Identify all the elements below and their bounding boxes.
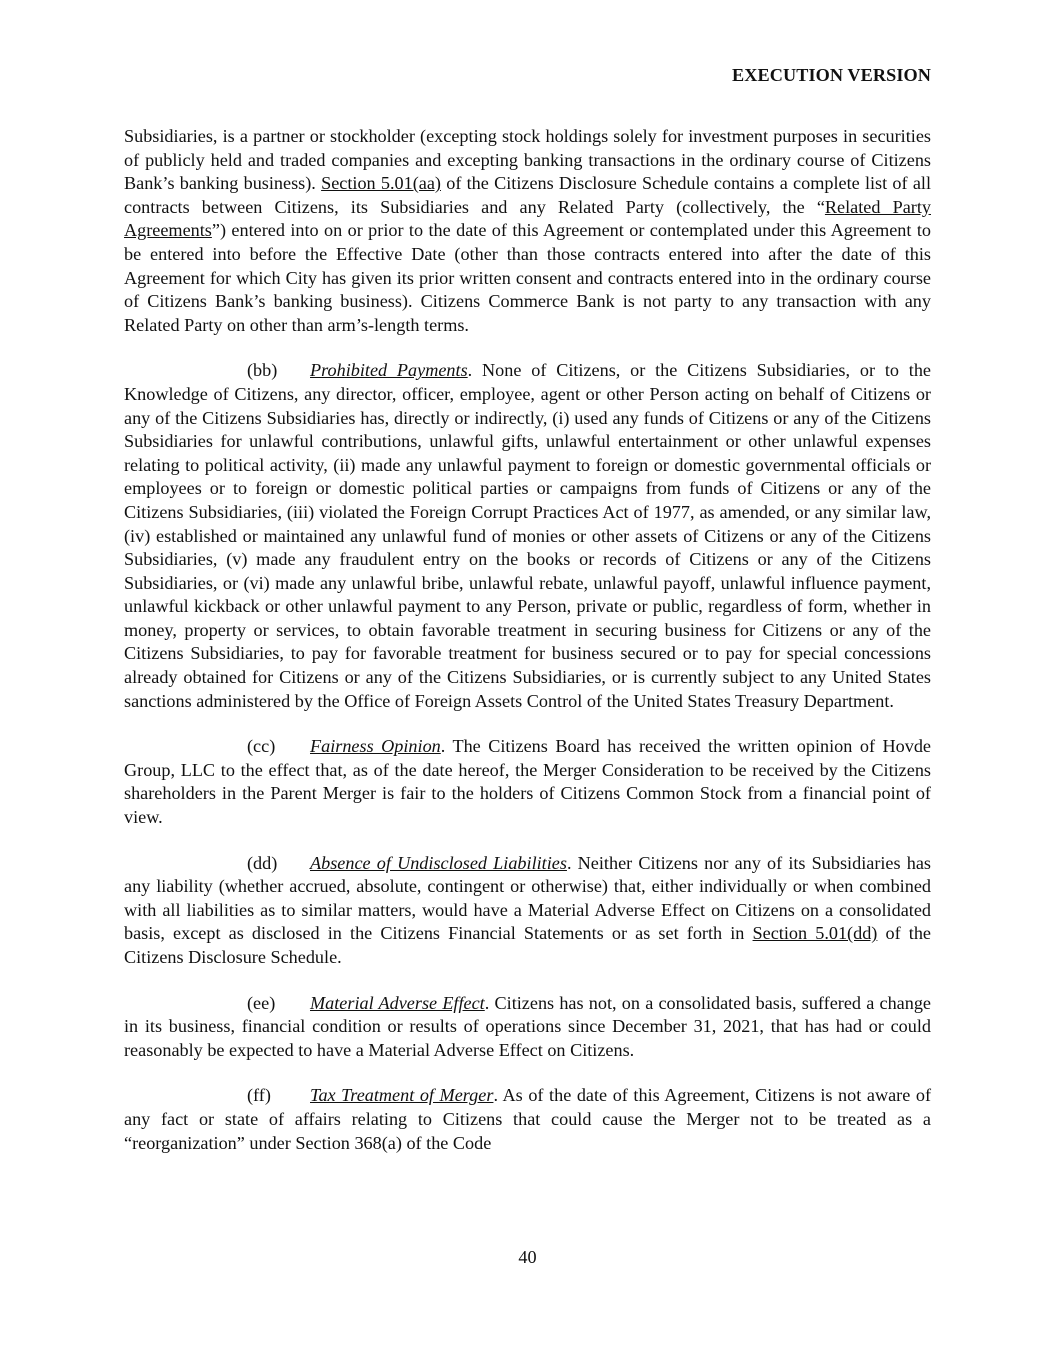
section-number-ee: (ee) <box>247 992 276 1013</box>
section-title-absence-of-undisclosed-liabilities: Absence of Undisclosed Liabilities <box>310 852 567 873</box>
paragraph-bb <box>124 359 931 713</box>
paragraph-text: . As of the date of this Agreement, Citizens is not aware of any fact or state of affairs relating to Citizens that could cause the Merger not to be treated as a “reorganization” under Section 368(a) of the Code <box>124 1085 931 1153</box>
paragraph-text: . Citizens has not, on a consolidated basis, suffered a change in its business, financial condition or results of operations since December 31, 2021, that has had or could reasonably be expected to have a Material Adverse Effect on Citizens. <box>124 992 931 1060</box>
section-number-ff: (ff) <box>247 1085 271 1106</box>
page-number: 40 <box>518 1247 537 1267</box>
section-number-cc: (cc) <box>247 736 276 757</box>
execution-version-header: EXECUTION VERSION <box>732 65 931 85</box>
paragraph-text: of the Citizens Disclosure Schedule contains a complete list of all contracts between Citizens, its Subsidiaries and any Related Party (collectively, the “ <box>124 173 932 217</box>
paragraph-text: . The Citizens Board has received the written opinion of Hovde Group, LLC to the effect that, as of the date hereof, the Merger Consideration to be received by the Citizens shareholders in the Parent Merger is fair to the holders of Citizens Common Stock from a financial point of view. <box>124 736 931 828</box>
section-title-fairness-opinion: Fairness Opinion <box>310 736 441 757</box>
paragraph-aa-continuation <box>124 125 931 337</box>
section-title-prohibited-payments: Prohibited Payments <box>310 360 468 381</box>
section-title-tax-treatment-of-merger: Tax Treatment of Merger <box>310 1085 494 1106</box>
paragraph-text: . None of Citizens, or the Citizens Subsidiaries, or to the Knowledge of Citizens, any director, officer, employee, agent or other Person acting on behalf of Citizens or any of the Citizens Subsidiaries has, directly or indirectly, (i) used any funds of Citizens or any of the Citizens Subsidiaries for unlawful contributions, unlawful gifts, unlawful entertainment or other unlawful expenses relating to political activity, (ii) made any unlawful payment to foreign or domestic governmental officials or employees or to foreign or domestic political parties or campaigns from funds of Citizens or any of the Citizens Subsidiaries, (iii) violated the Foreign Corrupt Practices Act of 1977, as amended, or any similar law, (iv) established or maintained any unlawful fund of monies or other assets of Citizens or any of the Citizens Subsidiaries, (v) made any fraudulent entry on the books or records of Citizens or any of the Citizens Subsidiaries, or (vi) made any unlawful bribe, unlawful rebate, unlawful payoff, unlawful influence payment, unlawful kickback or other unlawful payment to any Person, private or public, regardless of form, whether in money, property or services, to obtain favorable treatment in securing business for Citizens or any of the Citizens Subsidiaries, to pay for favorable treatment for business secured or to pay for special concessions already obtained for Citizens or any of the Citizens Subsidiaries, or is currently subject to any United States sanctions administered by the Office of Foreign Assets Control of the United States Treasury Department. <box>124 360 932 711</box>
paragraph-cc <box>124 735 931 829</box>
paragraph-dd <box>124 852 931 970</box>
paragraph-ff <box>124 1084 931 1155</box>
defined-term-related-party-agreements: Related Party Agreements <box>124 196 931 241</box>
paragraph-text: ”) entered into on or prior to the date of this Agreement or contemplated under this Agreement to be entered into before the Effective Date (other than those contracts entered into after the date of this Agreement for which City has given its prior written consent and contracts entered into in the ordinary course of Citizens Bank’s banking business). Citizens Commerce Bank is not party to any transaction with any Related Party on other than arm’s-length terms. <box>124 220 931 335</box>
paragraph-text: Subsidiaries, is a partner or stockholder (excepting stock holdings solely for investment purposes in securities of publicly held and traded companies and excepting banking transactions in the ordinary course of Citizens Bank’s banking business). <box>124 126 931 194</box>
paragraph-text: . Neither Citizens nor any of its Subsidiaries has any liability (whether accrued, absolute, contingent or otherwise) that, either individually or when combined with all liabilities as to similar matters, would have a Material Adverse Effect on Citizens on a consolidated basis, except as disclosed in the Citizens Financial Statements or as set forth in <box>124 852 932 944</box>
paragraph-text: of the Citizens Disclosure Schedule. <box>124 923 932 967</box>
section-number-bb: (bb) <box>247 360 278 381</box>
section-title-material-adverse-effect: Material Adverse Effect <box>310 992 485 1013</box>
section-reference-aa: Section 5.01(aa) <box>321 173 441 194</box>
section-number-dd: (dd) <box>247 852 278 873</box>
section-reference-dd: Section 5.01(dd) <box>752 923 878 944</box>
paragraph-ee <box>124 992 931 1063</box>
document-body <box>124 125 931 1155</box>
